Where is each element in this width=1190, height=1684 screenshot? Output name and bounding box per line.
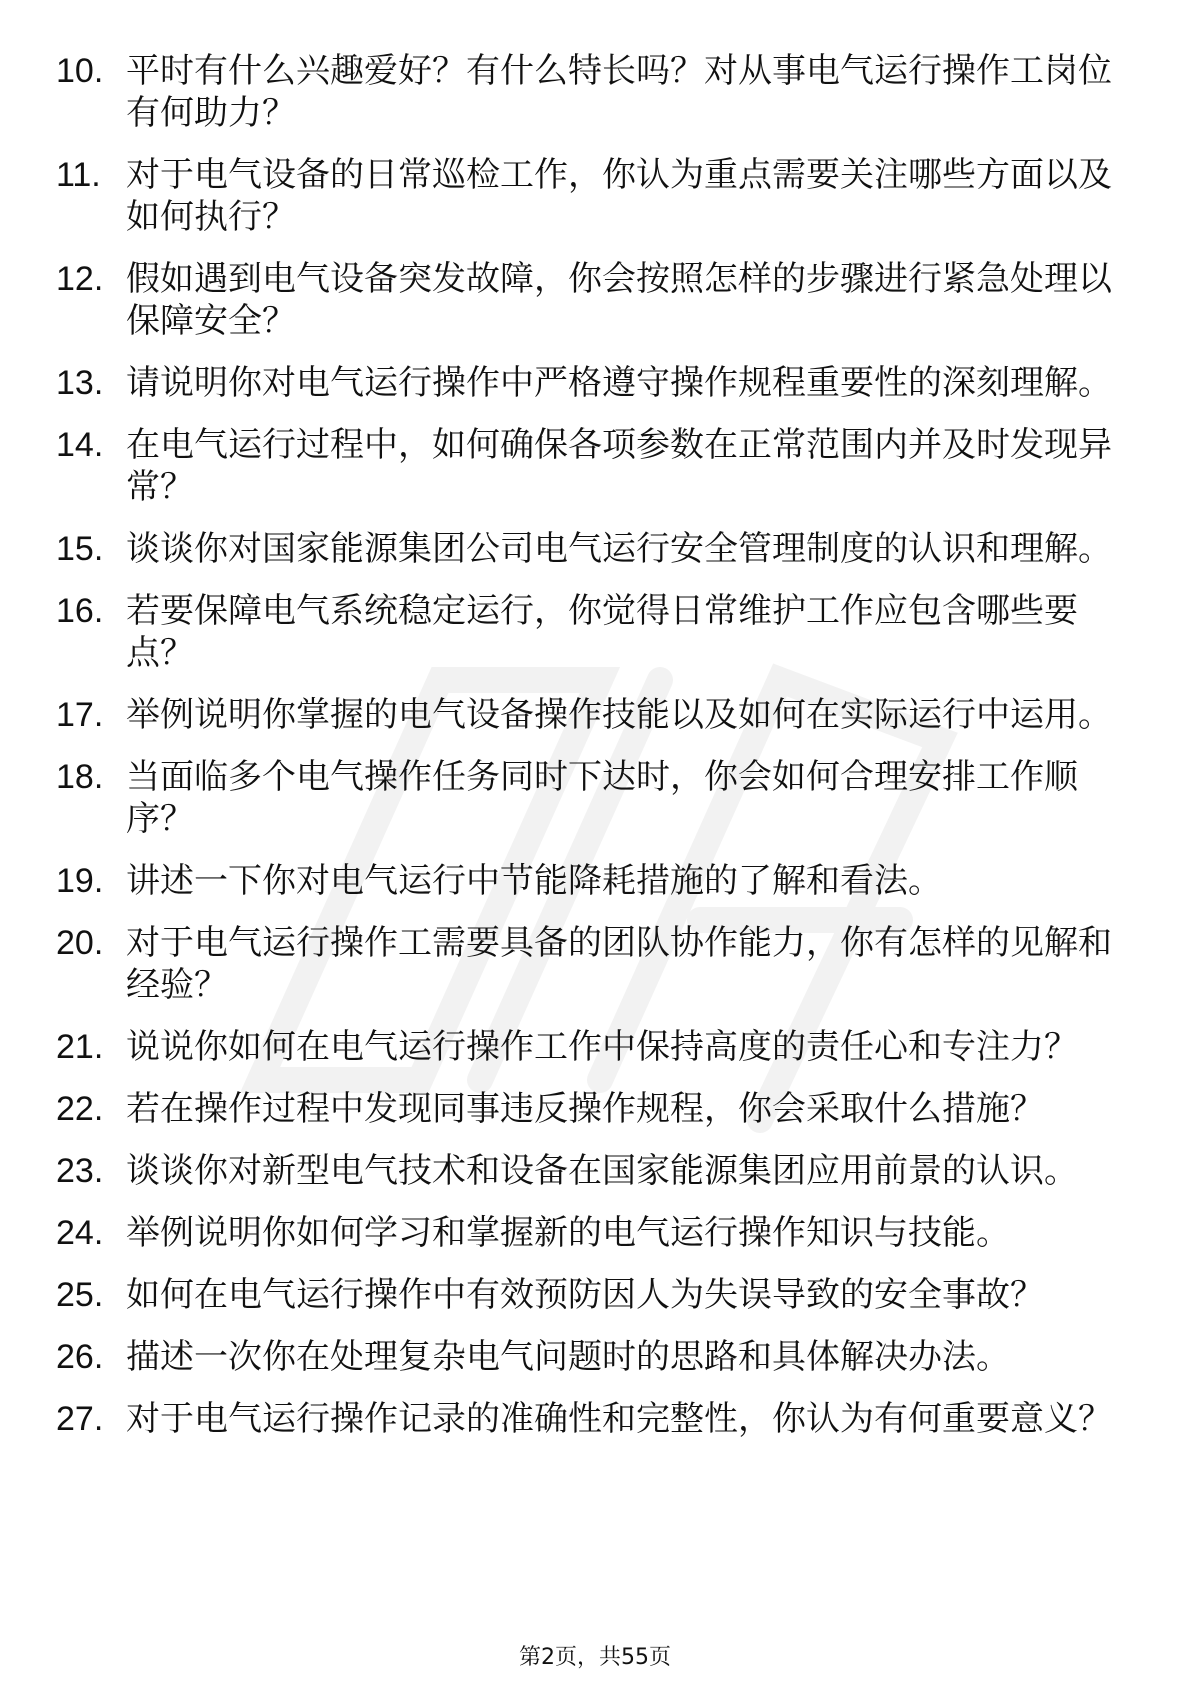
question-text: 谈谈你对新型电气技术和设备在国家能源集团应用前景的认识。 (126, 1151, 1078, 1191)
question-item (56, 528, 1136, 570)
question-number: 23. (56, 1152, 104, 1190)
question-item (56, 1150, 1136, 1192)
question-text: 描述一次你在处理复杂电气问题时的思路和具体解决办法。 (126, 1337, 1010, 1377)
question-number: 21. (56, 1028, 104, 1066)
question-text: 对于电气设备的日常巡检工作，你认为重点需要关注哪些方面以及如何执行？ (126, 155, 1112, 237)
question-item (56, 860, 1136, 902)
question-number: 24. (56, 1214, 104, 1252)
question-text: 举例说明你如何学习和掌握新的电气运行操作知识与技能。 (126, 1213, 1010, 1253)
question-text: 对于电气运行操作记录的准确性和完整性，你认为有何重要意义？ (126, 1399, 1112, 1439)
page-footer: 第2页，共55页 (519, 1645, 671, 1670)
question-text: 讲述一下你对电气运行中节能降耗措施的了解和看法。 (126, 861, 942, 901)
question-text: 举例说明你掌握的电气设备操作技能以及如何在实际运行中运用。 (126, 695, 1112, 735)
question-number: 19. (56, 862, 104, 900)
question-number: 14. (56, 426, 104, 464)
question-item (56, 694, 1136, 736)
question-number: 18. (56, 758, 104, 796)
question-number: 17. (56, 696, 104, 734)
question-item (56, 1336, 1136, 1378)
question-item (56, 756, 1136, 840)
question-text: 在电气运行过程中，如何确保各项参数在正常范围内并及时发现异常？ (126, 425, 1112, 507)
question-text: 说说你如何在电气运行操作工作中保持高度的责任心和专注力？ (126, 1027, 1078, 1067)
question-item (56, 1398, 1136, 1440)
question-number: 16. (56, 592, 104, 630)
question-number: 22. (56, 1090, 104, 1128)
question-item (56, 1088, 1136, 1130)
question-text: 平时有什么兴趣爱好？有什么特长吗？对从事电气运行操作工岗位有何助力？ (126, 51, 1112, 133)
question-item (56, 50, 1136, 134)
question-number: 13. (56, 364, 104, 402)
question-text: 假如遇到电气设备突发故障，你会按照怎样的步骤进行紧急处理以保障安全？ (126, 259, 1112, 341)
question-text: 若在操作过程中发现同事违反操作规程，你会采取什么措施？ (126, 1089, 1044, 1129)
question-list (56, 50, 1136, 1460)
question-number: 26. (56, 1338, 104, 1376)
question-number: 15. (56, 530, 104, 568)
question-number: 25. (56, 1276, 104, 1314)
question-item (56, 1274, 1136, 1316)
question-text: 请说明你对电气运行操作中严格遵守操作规程重要性的深刻理解。 (126, 363, 1112, 403)
question-item (56, 922, 1136, 1006)
question-text: 对于电气运行操作工需要具备的团队协作能力，你有怎样的见解和经验？ (126, 923, 1112, 1005)
question-number: 20. (56, 924, 104, 962)
question-text: 如何在电气运行操作中有效预防因人为失误导致的安全事故？ (126, 1275, 1044, 1315)
question-text: 若要保障电气系统稳定运行，你觉得日常维护工作应包含哪些要点？ (126, 591, 1078, 673)
question-item (56, 258, 1136, 342)
question-number: 27. (56, 1400, 104, 1438)
question-number: 11. (56, 156, 101, 194)
question-item (56, 362, 1136, 404)
question-item (56, 1026, 1136, 1068)
question-item (56, 590, 1136, 674)
question-number: 12. (56, 260, 104, 298)
question-number: 10. (56, 52, 104, 90)
question-item (56, 1212, 1136, 1254)
question-text: 当面临多个电气操作任务同时下达时，你会如何合理安排工作顺序？ (126, 757, 1078, 839)
question-item (56, 424, 1136, 508)
question-text: 谈谈你对国家能源集团公司电气运行安全管理制度的认识和理解。 (126, 529, 1112, 569)
question-item (56, 154, 1136, 238)
